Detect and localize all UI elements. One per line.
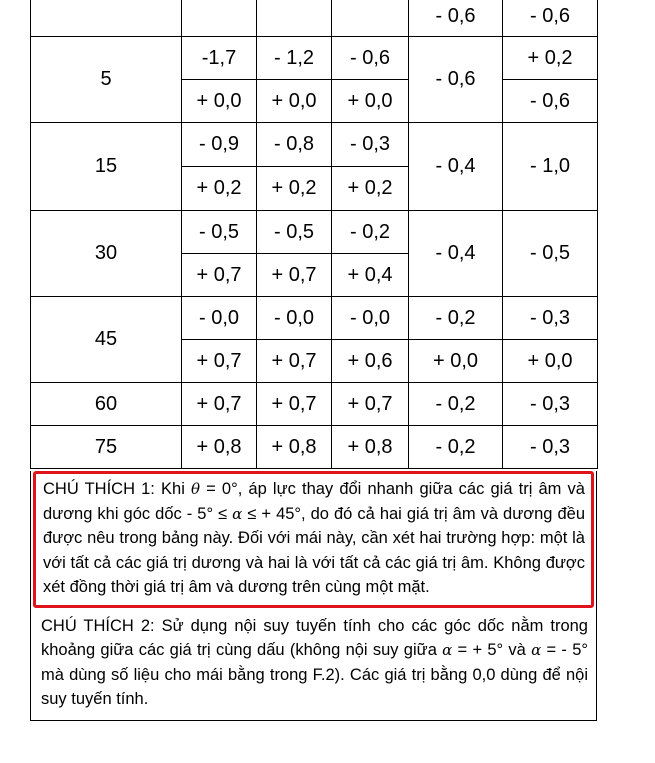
- table-cell: -1,7: [182, 37, 257, 80]
- table-cell: - 0,6: [503, 0, 598, 37]
- table-cell: + 0,0: [503, 340, 598, 383]
- table-cell: + 0,4: [332, 254, 409, 297]
- table-cell: - 0,6: [409, 0, 503, 37]
- table-cell: + 0,2: [332, 167, 409, 211]
- table-cell: + 0,2: [182, 167, 257, 211]
- angle-cell: 15: [31, 123, 182, 211]
- table-cell: - 0,6: [332, 37, 409, 80]
- angle-cell: 60: [31, 383, 182, 426]
- table-cell: - 0,5: [503, 211, 598, 297]
- table-cell: + 0,2: [503, 37, 598, 80]
- pressure-coefficient-table: [30, 0, 598, 469]
- table-cell: - 0,6: [503, 80, 598, 123]
- table-cell: + 0,7: [182, 383, 257, 426]
- notes-block: [30, 471, 597, 721]
- table-row: [31, 297, 598, 340]
- table-cell: + 0,0: [332, 80, 409, 123]
- table-row: [31, 0, 598, 37]
- note-1-text: ≤ + 45°, do đó cả hai giá trị âm và dương đều được nêu trong bảng này. Đối với mái này, cần xét hai trường hợp: một là với tất cả các giá trị dương và hai là với tất cả các giá trị âm. Không được xét đồng thời giá trị âm và dương trên cùng một mặt.: [43, 504, 585, 596]
- table-cell: - 0,3: [503, 297, 598, 340]
- table-cell: - 0,2: [332, 211, 409, 254]
- table-cell: - 0,9: [182, 123, 257, 167]
- table-cell: - 0,2: [409, 297, 503, 340]
- angle-cell: 75: [31, 426, 182, 469]
- table-cell: - 0,4: [409, 211, 503, 297]
- table-cell: - 0,0: [332, 297, 409, 340]
- table-cell: + 0,8: [182, 426, 257, 469]
- table-cell: + 0,7: [182, 254, 257, 297]
- table-cell: - 0,0: [182, 297, 257, 340]
- note-2-text: CHÚ THÍCH 2: Sử dụng nội suy tuyến tính cho các góc dốc nằm trong khoảng giữa các giá trị cùng dấu (không nội suy giữa: [41, 616, 588, 659]
- table-cell: - 0,2: [409, 383, 503, 426]
- note-1-text: CHÚ THÍCH 1: Khi: [43, 480, 191, 498]
- note-1-highlighted: [33, 471, 594, 608]
- table-row: [31, 383, 598, 426]
- table-cell: - 0,3: [332, 123, 409, 167]
- table-cell: + 0,7: [257, 254, 332, 297]
- table-cell: - 0,0: [257, 297, 332, 340]
- angle-cell: 30: [31, 211, 182, 297]
- table-cell: + 0,2: [257, 167, 332, 211]
- table-cell: - 0,3: [503, 426, 598, 469]
- table-cell: + 0,7: [332, 383, 409, 426]
- table-row: [31, 211, 598, 254]
- table-cell: + 0,8: [257, 426, 332, 469]
- table-cell: + 0,7: [182, 340, 257, 383]
- table-cell: + 0,0: [409, 340, 503, 383]
- alpha-symbol: α: [531, 641, 542, 659]
- note-1-text: = 0°, áp lực thay đổi nhanh giữa các giá trị âm và dương khi góc dốc - 5° ≤: [43, 480, 585, 523]
- table-cell: - 0,4: [409, 123, 503, 211]
- table-cell: + 0,8: [332, 426, 409, 469]
- table-cell: + 0,7: [257, 383, 332, 426]
- table-cell: - 0,6: [409, 37, 503, 123]
- table-row: [31, 37, 598, 80]
- table-cell: - 0,8: [257, 123, 332, 167]
- table-cell: + 0,0: [182, 80, 257, 123]
- alpha-symbol: α: [442, 641, 453, 659]
- table-cell: + 0,6: [332, 340, 409, 383]
- angle-cell: 5: [31, 37, 182, 123]
- table-cell: - 0,5: [257, 211, 332, 254]
- table-cell: - 0,3: [503, 383, 598, 426]
- table-cell: - 0,5: [182, 211, 257, 254]
- note-2: [31, 608, 596, 720]
- table-cell: + 0,0: [257, 80, 332, 123]
- table-cell: + 0,7: [257, 340, 332, 383]
- table-cell: - 1,0: [503, 123, 598, 211]
- note-2-text: = + 5° và: [452, 641, 532, 659]
- note-2-text: = - 5° mà dùng số liệu cho mái bằng trong F.2). Các giá trị bằng 0,0 dùng để nội suy tuyến tính.: [41, 641, 588, 708]
- table-row: [31, 426, 598, 469]
- alpha-symbol: α: [232, 504, 243, 523]
- theta-symbol: θ: [191, 480, 201, 498]
- document-page: [30, 0, 597, 721]
- angle-cell: 45: [31, 297, 182, 383]
- table-cell: - 0,2: [409, 426, 503, 469]
- table-row: [31, 123, 598, 167]
- table-cell: - 1,2: [257, 37, 332, 80]
